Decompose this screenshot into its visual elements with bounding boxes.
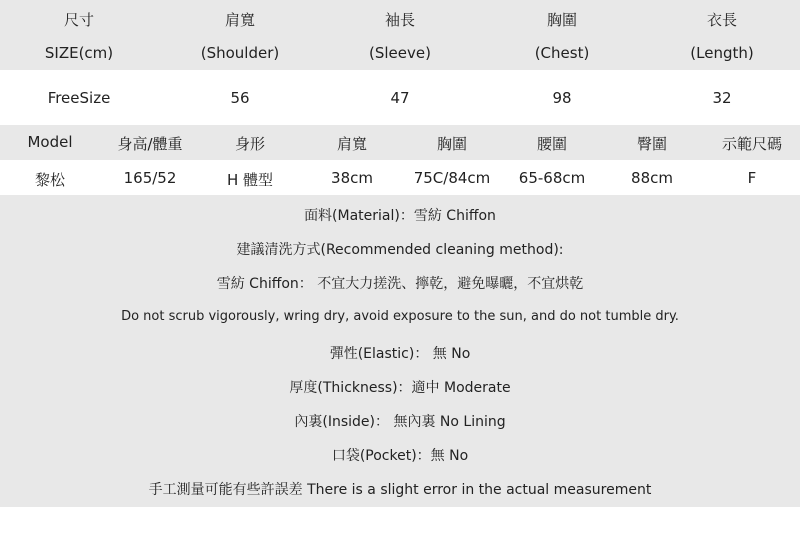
size-value-length: 32 xyxy=(712,89,732,107)
size-table-row xyxy=(0,70,800,125)
note-thickness: 厚度(Thickness)：適中 Moderate xyxy=(289,380,511,396)
size-header-zh-shoulder: 肩寬 xyxy=(224,11,256,29)
model-value-body-type: H 體型 xyxy=(226,171,274,189)
model-value-height-weight: 165/52 xyxy=(123,169,177,187)
size-header-en-size: SIZE(cm) xyxy=(44,44,114,62)
size-header-zh-length: 衣長 xyxy=(706,11,738,29)
note-inside: 內裏(Inside)： 無內裏 No Lining xyxy=(294,414,506,430)
model-value-size-worn: F xyxy=(747,169,757,187)
note-pocket: 口袋(Pocket)：無 No xyxy=(331,448,469,464)
model-header-model: Model xyxy=(27,133,73,151)
size-header-en-sleeve: (Sleeve) xyxy=(369,44,431,62)
note-cleaning-heading: 建議清洗方式(Recommended cleaning method): xyxy=(236,242,564,258)
model-value-hip: 88cm xyxy=(631,169,673,187)
note-cleaning-zh: 雪紡 Chiffon： 不宜大力搓洗、擰乾，避免曝曬，不宜烘乾 xyxy=(216,276,584,292)
model-header-shoulder: 肩寬 xyxy=(336,135,368,153)
size-header-en-shoulder: (Shoulder) xyxy=(200,44,280,62)
model-header-body-type: 身形 xyxy=(234,135,266,153)
size-value-shoulder: 56 xyxy=(230,89,250,107)
model-value-chest: 75C/84cm xyxy=(413,169,491,187)
model-table-row xyxy=(0,160,800,195)
size-header-en-chest: (Chest) xyxy=(534,44,590,62)
note-elastic: 彈性(Elastic)： 無 No xyxy=(329,346,471,362)
size-value-chest: 98 xyxy=(552,89,572,107)
size-value-size: FreeSize xyxy=(47,89,111,107)
model-value-shoulder: 38cm xyxy=(331,169,373,187)
size-header-zh-chest: 胸圍 xyxy=(546,11,578,29)
size-header-zh-sleeve: 袖長 xyxy=(384,11,416,29)
note-cleaning-en: Do not scrub vigorously, wring dry, avoid exposure to the sun, and do not tumble dry. xyxy=(121,309,679,324)
note-measurement-error: 手工測量可能有些許誤差 There is a slight error in the actual measurement xyxy=(148,482,652,498)
size-header-en-length: (Length) xyxy=(690,44,754,62)
model-header-chest: 胸圍 xyxy=(436,135,468,153)
care-notes xyxy=(0,195,800,507)
size-table-header xyxy=(0,0,800,70)
model-header-size-worn: 示範尺碼 xyxy=(721,135,783,153)
model-value-name: 黎松 xyxy=(34,171,66,189)
size-value-sleeve: 47 xyxy=(390,89,410,107)
model-table-header xyxy=(0,125,800,160)
size-header-zh-size: 尺寸 xyxy=(63,11,95,29)
model-value-waist: 65-68cm xyxy=(518,169,586,187)
model-header-hip: 臀圍 xyxy=(636,135,668,153)
note-material: 面料(Material)：雪紡 Chiffon xyxy=(304,208,496,224)
model-header-waist: 腰圍 xyxy=(536,135,568,153)
model-header-height-weight: 身高/體重 xyxy=(117,135,183,153)
